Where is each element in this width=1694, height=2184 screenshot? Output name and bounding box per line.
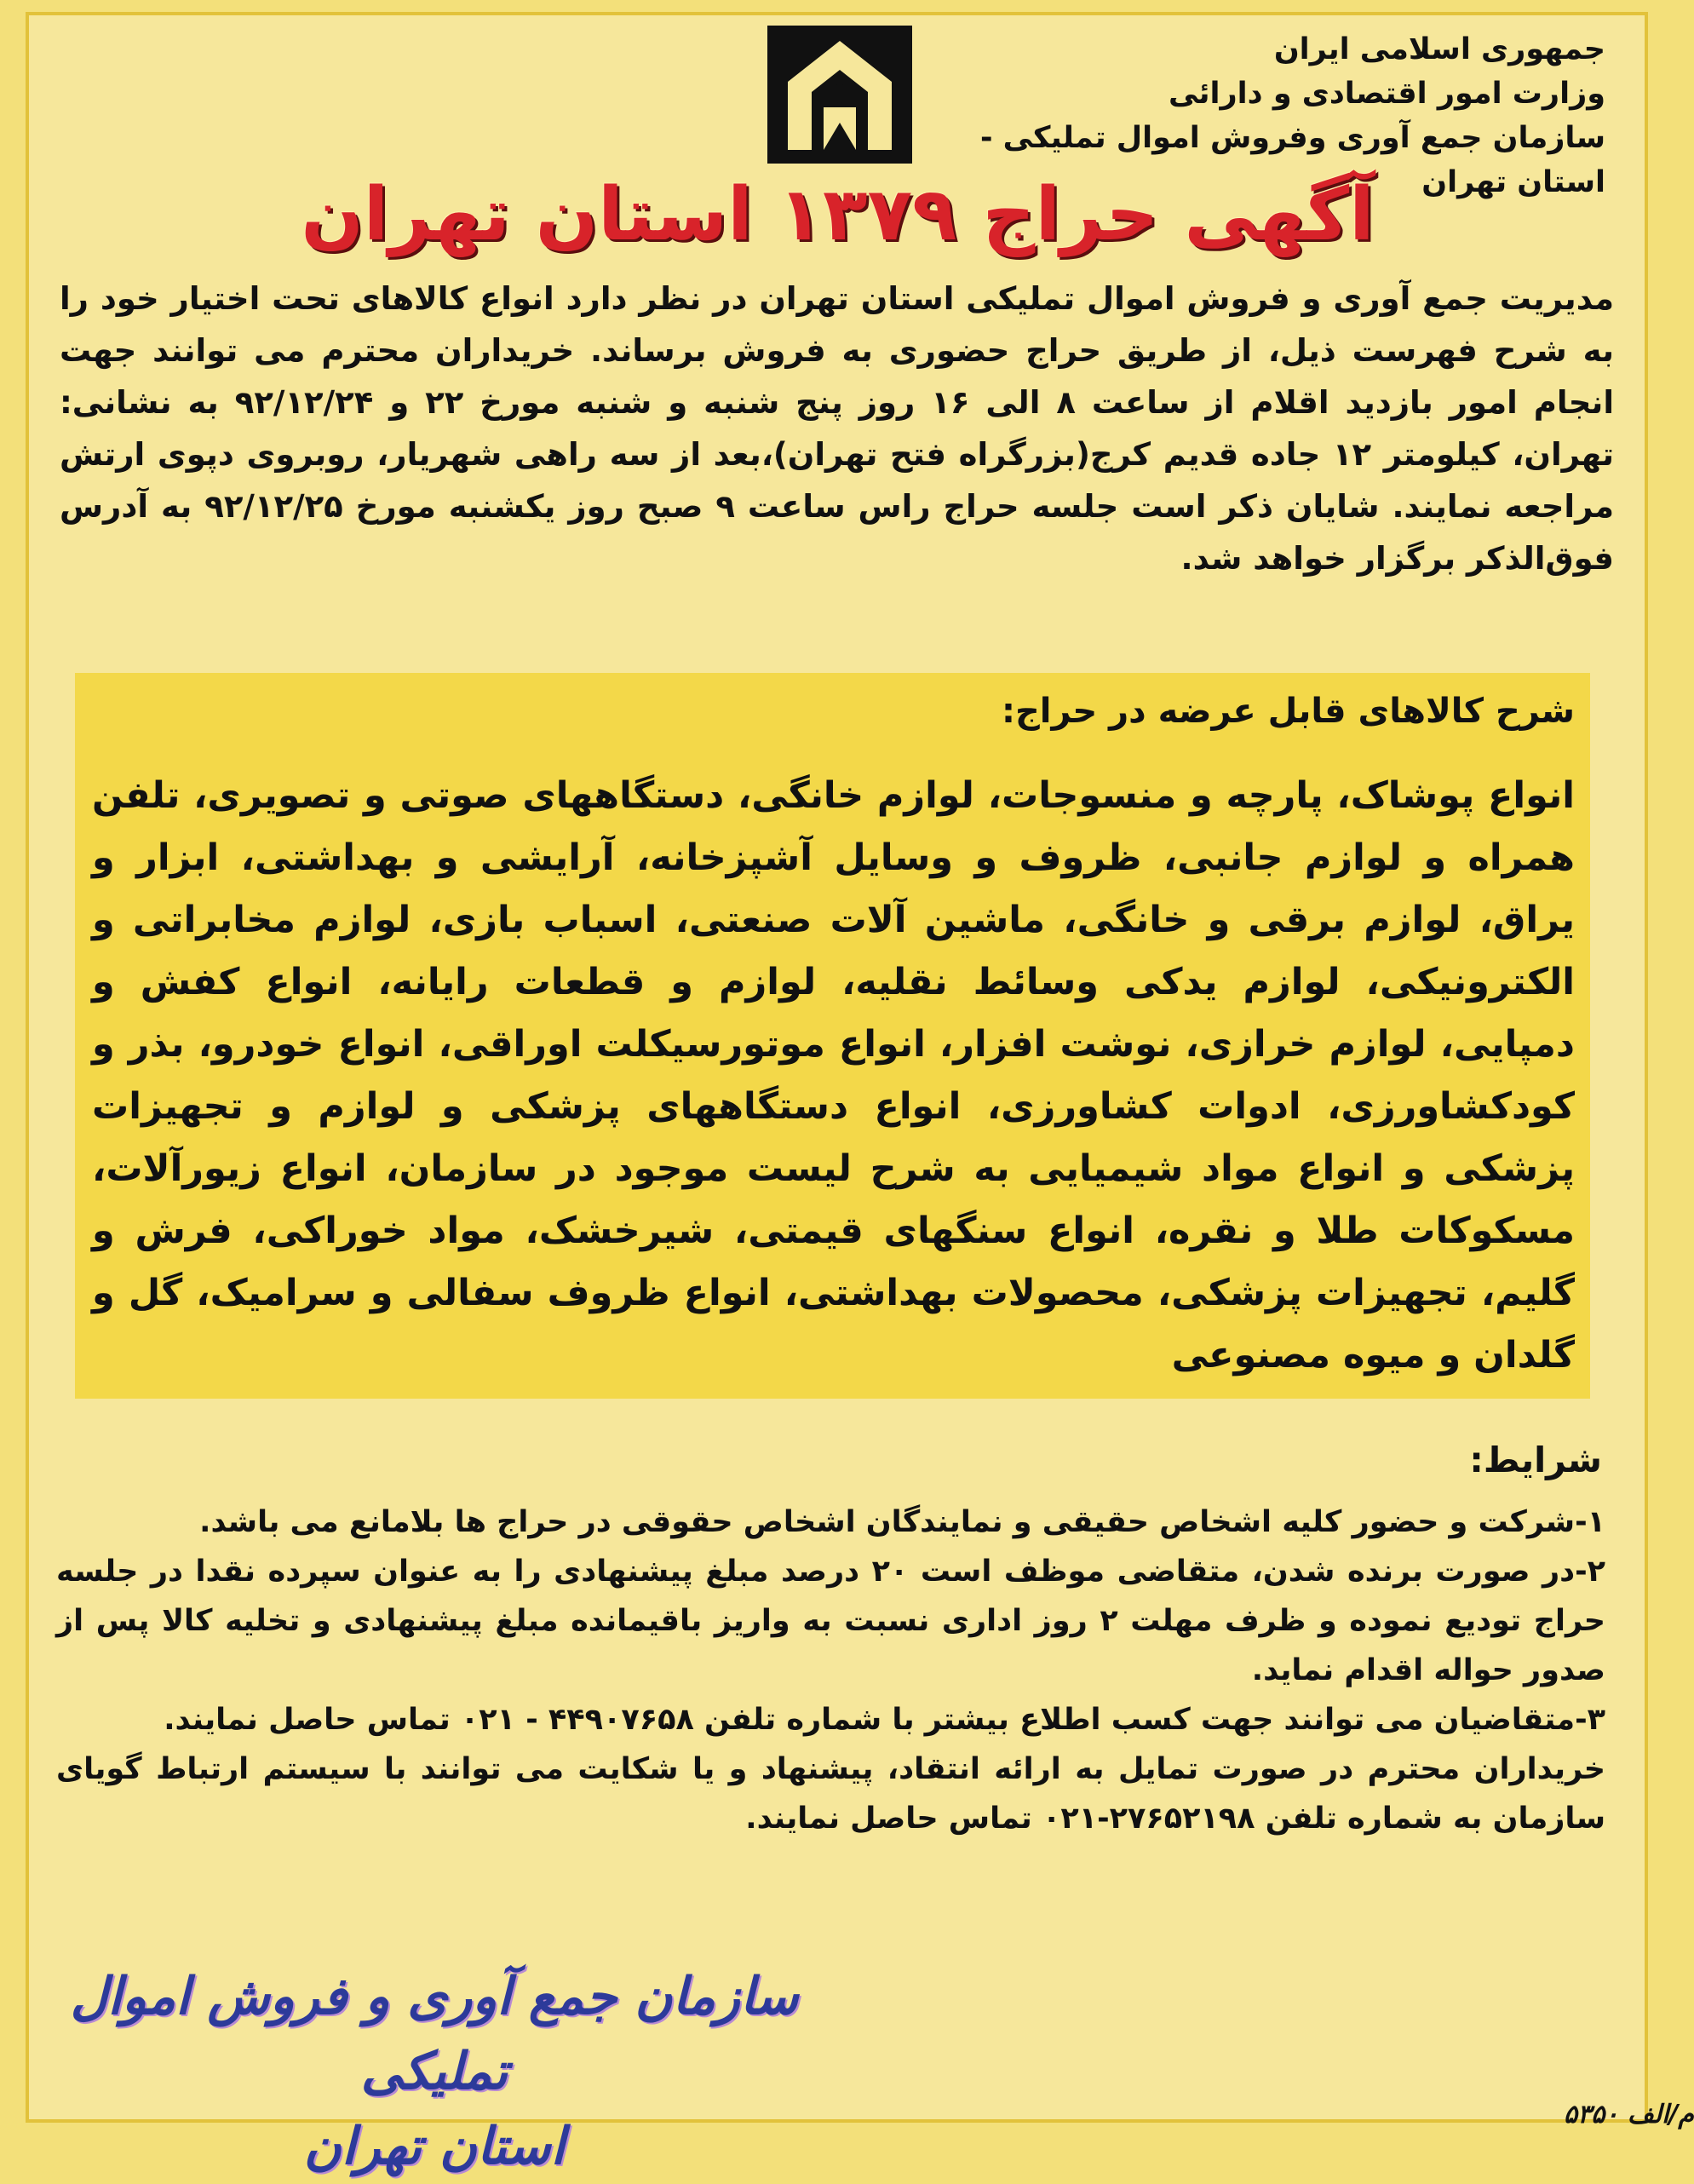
conditions-heading: شرایط:: [1469, 1440, 1602, 1480]
intro-paragraph: مدیریت جمع آوری و فروش اموال تملیکی استان تهران در نظر دارد انواع کالاهای تحت اختیار خود را به شرح فهرست ذیل، از طریق حراج حضوری به فروش برساند. خریداران محترم می توانند جهت انجام امور بازدید اقلام از ساعت ۸ الی ۱۶ روز پنج شنبه و شنبه مورخ ۲۲ و ۹۲/۱۲/۲۴ به نشانی: تهران، کیلومتر ۱۲ جاده قدیم کرج(بزرگراه فتح تهران)،بعد از سه راهی شهریار، روبروی دپوی ارتش مراجعه نمایند. شایان ذکر است جلسه حراج راس ساعت ۹ صبح روز یکشنبه مورخ ۹۲/۱۲/۲۵ به آدرس فوق‌الذکر برگزار خواهد شد.: [60, 280, 1615, 577]
condition-item: ۲-در صورت برنده شدن، متقاضی موظف است ۲۰ درصد مبلغ پیشنهادی را به عنوان سپرده نقدا در جلسه حراج تودیع نموده و ظرف مهلت ۲ روز اداری نسبت به واریز باقیمانده مبلغ پیشنهادی و تخلیه کالا پس از صدور حواله اقدام نماید.: [56, 1555, 1605, 1687]
notice-title: آگهی حراج ۱۳۷۹ استان تهران: [301, 172, 1375, 257]
organization-emblem-icon: [764, 22, 916, 167]
goods-list: انواع پوشاک، پارچه و منسوجات، لوازم خانگی، دستگاههای صوتی و تصویری، تلفن همراه و لوازم جانبی، ظروف و وسایل آشپزخانه، آرایشی و بهداشتی، ابزار و یراق، لوازم برقی و خانگی، ماشین آلات صنعتی، اسباب بازی، لوازم مخابراتی و الکترونیکی، لوازم یدکی وسائط نقلیه، لوازم و قطعات رایانه، انواع کفش و دمپایی، لوازم خرازی، نوشت افزار، انواع موتورسیکلت اوراقی، انواع خودرو، بذر و کودکشاورزی، ادوات کشاورزی، انواع دستگاههای پزشکی و لوازم و تجهیزات پزشکی و انواع مواد شیمیایی به شرح لیست موجود در سازمان، انواع زیورآلات، مسکوکات طلا و نقره، انواع سنگهای قیمتی، شیرخشک، مواد خوراکی، فرش و گلیم، تجهیزات پزشکی، محصولات بهداشتی، انواع ظروف سفالی و سرامیک، گل و گلدان و میوه مصنوعی: [92, 774, 1575, 1376]
signature-block: [51, 1959, 818, 2184]
signature-line-organization: سازمان جمع آوری و فروش اموال تملیکی: [70, 1967, 799, 2101]
org-line-country: جمهوری اسلامی ایران: [1273, 32, 1605, 66]
header: [764, 22, 1616, 199]
conditions-list: [56, 1497, 1605, 1843]
org-line-organization: سازمان جمع آوری وفروش اموال تملیکی - استان تهران: [979, 121, 1605, 199]
goods-heading: شرح کالاهای قابل عرضه در حراج:: [1001, 692, 1575, 731]
signature-line-province: استان تهران: [303, 2117, 566, 2176]
condition-item: ۳-متقاضیان می توانند جهت کسب اطلاع بیشتر با شماره تلفن ۴۴۹۰۷۶۵۸ - ۰۲۱ تماس حاصل نمایند.: [164, 1703, 1605, 1737]
org-line-ministry: وزارت امور اقتصادی و دارائی: [1168, 77, 1605, 111]
condition-item: ۱-شرکت و حضور کلیه اشخاص حقیقی و نمایندگان اشخاص حقوقی در حراج ها بلامانع می باشد.: [199, 1505, 1605, 1539]
notice-code: م/الف ۵۳۵۰: [1564, 2100, 1694, 2129]
condition-item: خریداران محترم در صورت تمایل به ارائه انتقاد، پیشنهاد و یا شکایت می توانند با سیستم ارتباط گویای سازمان به شماره تلفن ۲۷۶۵۲۱۹۸-۰۲۱ تماس حاصل نمایند.: [56, 1752, 1605, 1836]
